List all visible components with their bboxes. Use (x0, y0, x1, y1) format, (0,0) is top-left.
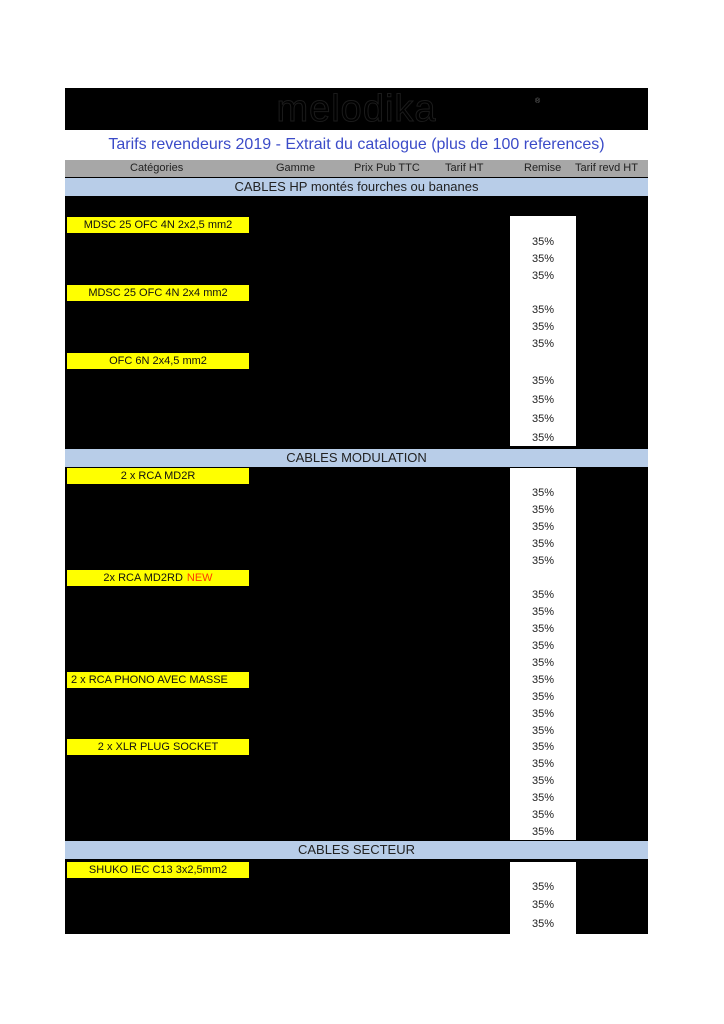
remise-value: 35% (531, 623, 555, 635)
remise-value: 35% (531, 775, 555, 787)
column-header-gamme: Gamme (276, 162, 316, 174)
remise-value: 35% (531, 918, 555, 930)
page-title: Tarifs revendeurs 2019 - Extrait du catalogue (plus de 100 references) (65, 130, 648, 160)
remise-value: 35% (531, 432, 555, 444)
category-rca-md2rd (67, 570, 249, 586)
category-rca-md2r: 2 x RCA MD2R (67, 468, 249, 484)
remise-value: 35% (531, 725, 555, 737)
remise-value: 35% (531, 826, 555, 838)
new-badge: NEW (186, 572, 213, 584)
remise-value: 35% (531, 741, 555, 753)
column-header-tarif-ht: Tarif HT (445, 162, 484, 174)
category-mdsc-2x2-5: MDSC 25 OFC 4N 2x2,5 mm2 (67, 217, 249, 233)
section-cables-modulation: CABLES MODULATION (65, 449, 648, 467)
remise-value: 35% (531, 640, 555, 652)
remise-value: 35% (531, 338, 555, 350)
remise-value: 35% (531, 270, 555, 282)
remise-value: 35% (531, 758, 555, 770)
column-header-tarif-revd: Tarif revd HT (575, 162, 638, 174)
category-xlr-plug: 2 x XLR PLUG SOCKET (67, 739, 249, 755)
column-header-remise: Remise (524, 162, 562, 174)
remise-value: 35% (531, 487, 555, 499)
column-header-row (65, 160, 648, 177)
remise-value: 35% (531, 792, 555, 804)
remise-value: 35% (531, 304, 555, 316)
remise-value: 35% (531, 394, 555, 406)
remise-value: 35% (531, 504, 555, 516)
remise-value: 35% (531, 375, 555, 387)
remise-value: 35% (531, 881, 555, 893)
remise-value: 35% (531, 589, 555, 601)
section-cables-secteur: CABLES SECTEUR (65, 841, 648, 859)
remise-value: 35% (531, 809, 555, 821)
remise-value: 35% (531, 708, 555, 720)
remise-value: 35% (531, 555, 555, 567)
column-header-categories: Catégories (130, 162, 184, 174)
remise-value: 35% (531, 657, 555, 669)
remise-value: 35% (531, 674, 555, 686)
category-mdsc-2x4: MDSC 25 OFC 4N 2x4 mm2 (67, 285, 249, 301)
category-ofc-6n: OFC 6N 2x4,5 mm2 (67, 353, 249, 369)
remise-value: 35% (531, 899, 555, 911)
remise-value: 35% (531, 521, 555, 533)
section-cables-hp: CABLES HP montés fourches ou bananes (65, 178, 648, 196)
remise-value: 35% (531, 253, 555, 265)
remise-value: 35% (531, 538, 555, 550)
remise-value: 35% (531, 606, 555, 618)
price-sheet (65, 88, 648, 934)
remise-value: 35% (531, 321, 555, 333)
category-rca-phono: 2 x RCA PHONO AVEC MASSE (67, 672, 249, 688)
melodika-logo: melodika (276, 88, 437, 130)
registered-mark: ® (535, 98, 541, 105)
remise-value: 35% (531, 236, 555, 248)
remise-value: 35% (531, 413, 555, 425)
remise-value: 35% (531, 691, 555, 703)
column-header-prix-pub: Prix Pub TTC (354, 162, 420, 174)
category-label: 2x RCA MD2RD (103, 572, 183, 584)
category-shuko-iec: SHUKO IEC C13 3x2,5mm2 (67, 862, 249, 878)
